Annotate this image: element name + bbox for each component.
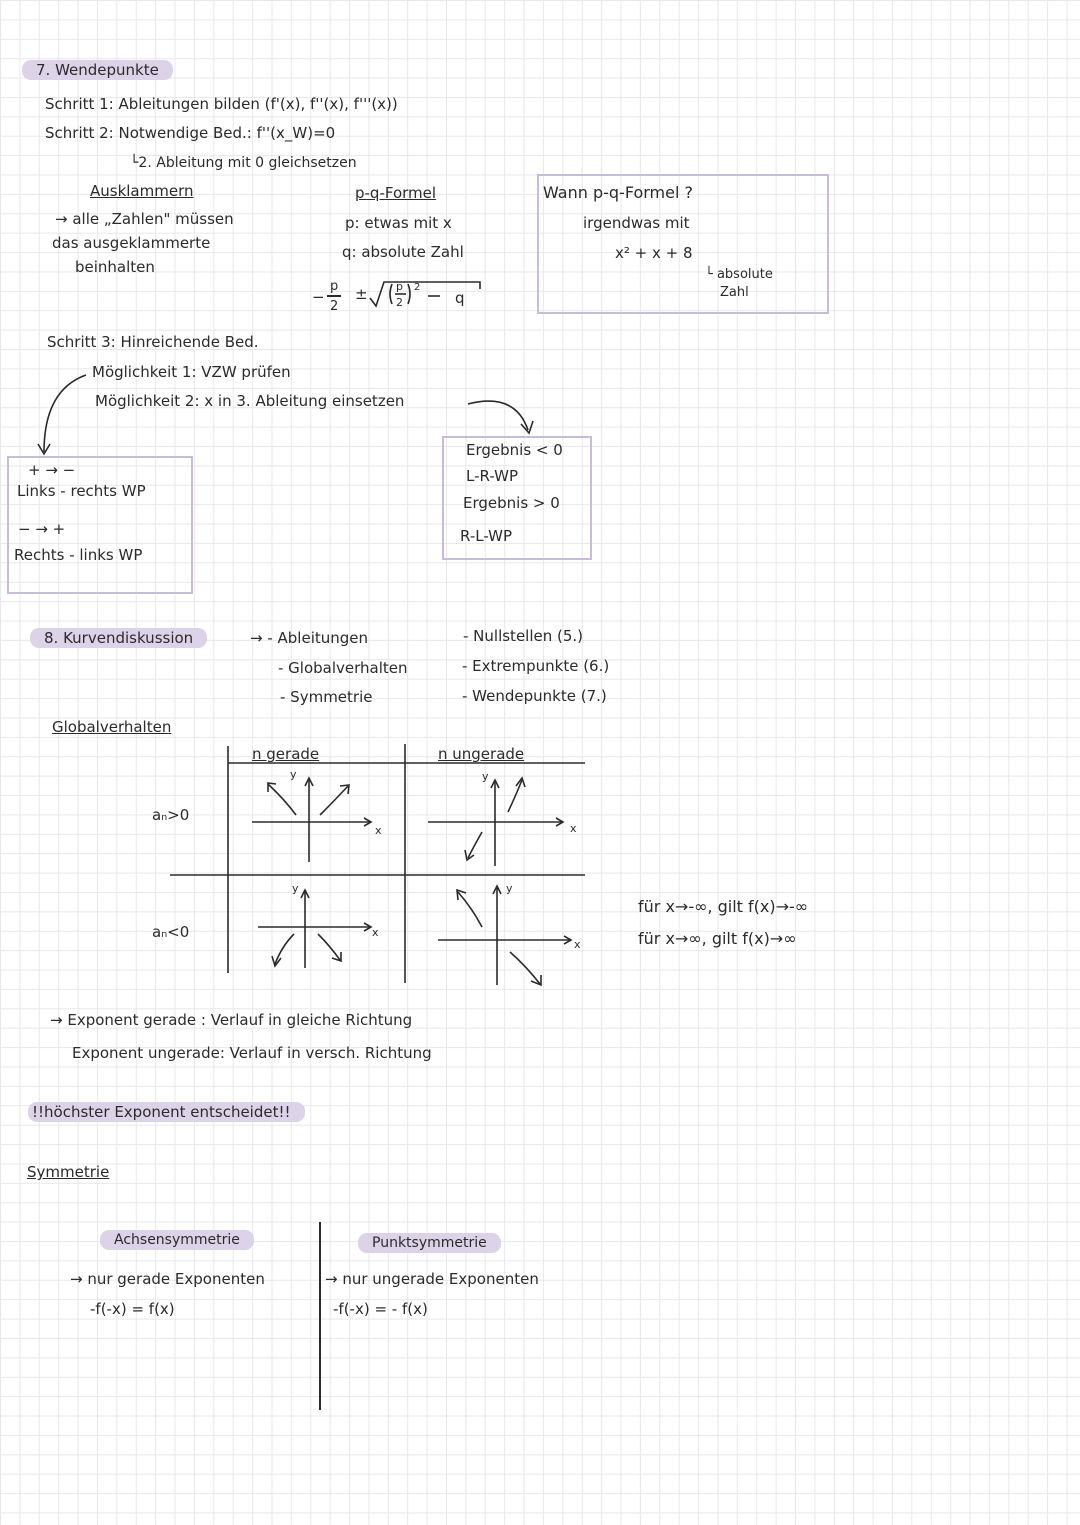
axis-y-label: y bbox=[292, 882, 299, 895]
exponent-note-2: Exponent ungerade: Verlauf in versch. Richtung bbox=[72, 1044, 432, 1062]
axis-y-label: y bbox=[482, 770, 489, 783]
kd-col2-item: - Wendepunkte (7.) bbox=[462, 687, 607, 705]
ausklammern-line-1: → alle „Zahlen" müssen bbox=[55, 210, 234, 228]
an-negative-label: aₙ<0 bbox=[152, 923, 190, 941]
vzw-label-2: Rechts - links WP bbox=[14, 546, 143, 564]
globalverhalten-title: Globalverhalten bbox=[52, 718, 172, 736]
punktsymmetrie-title: Punktsymmetrie bbox=[358, 1233, 501, 1253]
symmetrie-divider bbox=[319, 1222, 321, 1410]
wann-line-1: irgendwas mit bbox=[583, 214, 690, 232]
step-3: Schritt 3: Hinreichende Bed. bbox=[47, 333, 259, 351]
axis-x-label: x bbox=[570, 822, 577, 835]
step-2-note: └2. Ableitung mit 0 gleichsetzen bbox=[130, 155, 357, 171]
wann-example: x² + x + 8 bbox=[615, 244, 693, 262]
moeglichkeit-1: Möglichkeit 1: VZW prüfen bbox=[92, 363, 291, 381]
ausklammern-title: Ausklammern bbox=[90, 182, 194, 200]
ergebnis-1-label: L-R-WP bbox=[466, 467, 519, 485]
kd-col2-item: - Extrempunkte (6.) bbox=[462, 657, 610, 675]
an-positive-label: aₙ>0 bbox=[152, 806, 190, 824]
pq-q-definition: q: absolute Zahl bbox=[342, 243, 464, 261]
pq-title: p-q-Formel bbox=[355, 184, 437, 202]
symmetrie-title: Symmetrie bbox=[27, 1163, 110, 1181]
kd-col1-item: - Symmetrie bbox=[280, 688, 373, 706]
section-heading-kurvendiskussion: 8. Kurvendiskussion bbox=[30, 628, 207, 648]
limit-line-2: für x→∞, gilt f(x)→∞ bbox=[638, 929, 797, 948]
n-ungerade-label: n ungerade bbox=[438, 745, 525, 763]
section-heading-wendepunkte: 7. Wendepunkte bbox=[22, 60, 173, 80]
ergebnis-1: Ergebnis < 0 bbox=[466, 441, 563, 459]
axis-y-label: y bbox=[506, 882, 513, 895]
achsensymmetrie-line-2: -f(-x) = f(x) bbox=[90, 1300, 175, 1318]
axis-x-label: x bbox=[372, 926, 379, 939]
ausklammern-line-2: das ausgeklammerte bbox=[52, 234, 211, 252]
punktsymmetrie-line-1: → nur ungerade Exponenten bbox=[325, 1270, 539, 1288]
axis-x-label: x bbox=[375, 824, 382, 837]
vzw-label-1: Links - rechts WP bbox=[17, 482, 146, 500]
wann-note-2: Zahl bbox=[720, 285, 749, 300]
vzw-sign-1: + → − bbox=[28, 461, 76, 479]
kd-col1-item: - Globalverhalten bbox=[278, 659, 408, 677]
moeglichkeit-2: Möglichkeit 2: x in 3. Ableitung einsetzen bbox=[95, 392, 405, 410]
axis-y-label: y bbox=[290, 768, 297, 781]
vzw-sign-2: − → + bbox=[18, 520, 66, 538]
n-gerade-label: n gerade bbox=[252, 745, 320, 763]
step-1: Schritt 1: Ableitungen bilden (f'(x), f''(x), f'''(x)) bbox=[45, 95, 398, 113]
axis-x-label: x bbox=[574, 938, 581, 951]
ergebnis-2-label: R-L-WP bbox=[460, 527, 513, 545]
step-2: Schritt 2: Notwendige Bed.: f''(x_W)=0 bbox=[45, 124, 336, 142]
kd-col2-item: - Nullstellen (5.) bbox=[463, 627, 584, 645]
kd-col1-item: → - Ableitungen bbox=[250, 629, 369, 647]
limit-line-1: für x→-∞, gilt f(x)→-∞ bbox=[638, 897, 809, 916]
achsensymmetrie-line-1: → nur gerade Exponenten bbox=[70, 1270, 265, 1288]
pq-p-definition: p: etwas mit x bbox=[345, 214, 452, 232]
ausklammern-line-3: beinhalten bbox=[75, 258, 155, 276]
ergebnis-2: Ergebnis > 0 bbox=[463, 494, 560, 512]
highest-exponent-note: !!höchster Exponent entscheidet!! bbox=[28, 1102, 305, 1122]
achsensymmetrie-title: Achsensymmetrie bbox=[100, 1230, 254, 1250]
exponent-note-1: → Exponent gerade : Verlauf in gleiche Richtung bbox=[50, 1011, 413, 1029]
wann-note-1: └ absolute bbox=[705, 267, 773, 282]
wann-title: Wann p-q-Formel ? bbox=[543, 183, 693, 202]
punktsymmetrie-line-2: -f(-x) = - f(x) bbox=[333, 1300, 428, 1318]
